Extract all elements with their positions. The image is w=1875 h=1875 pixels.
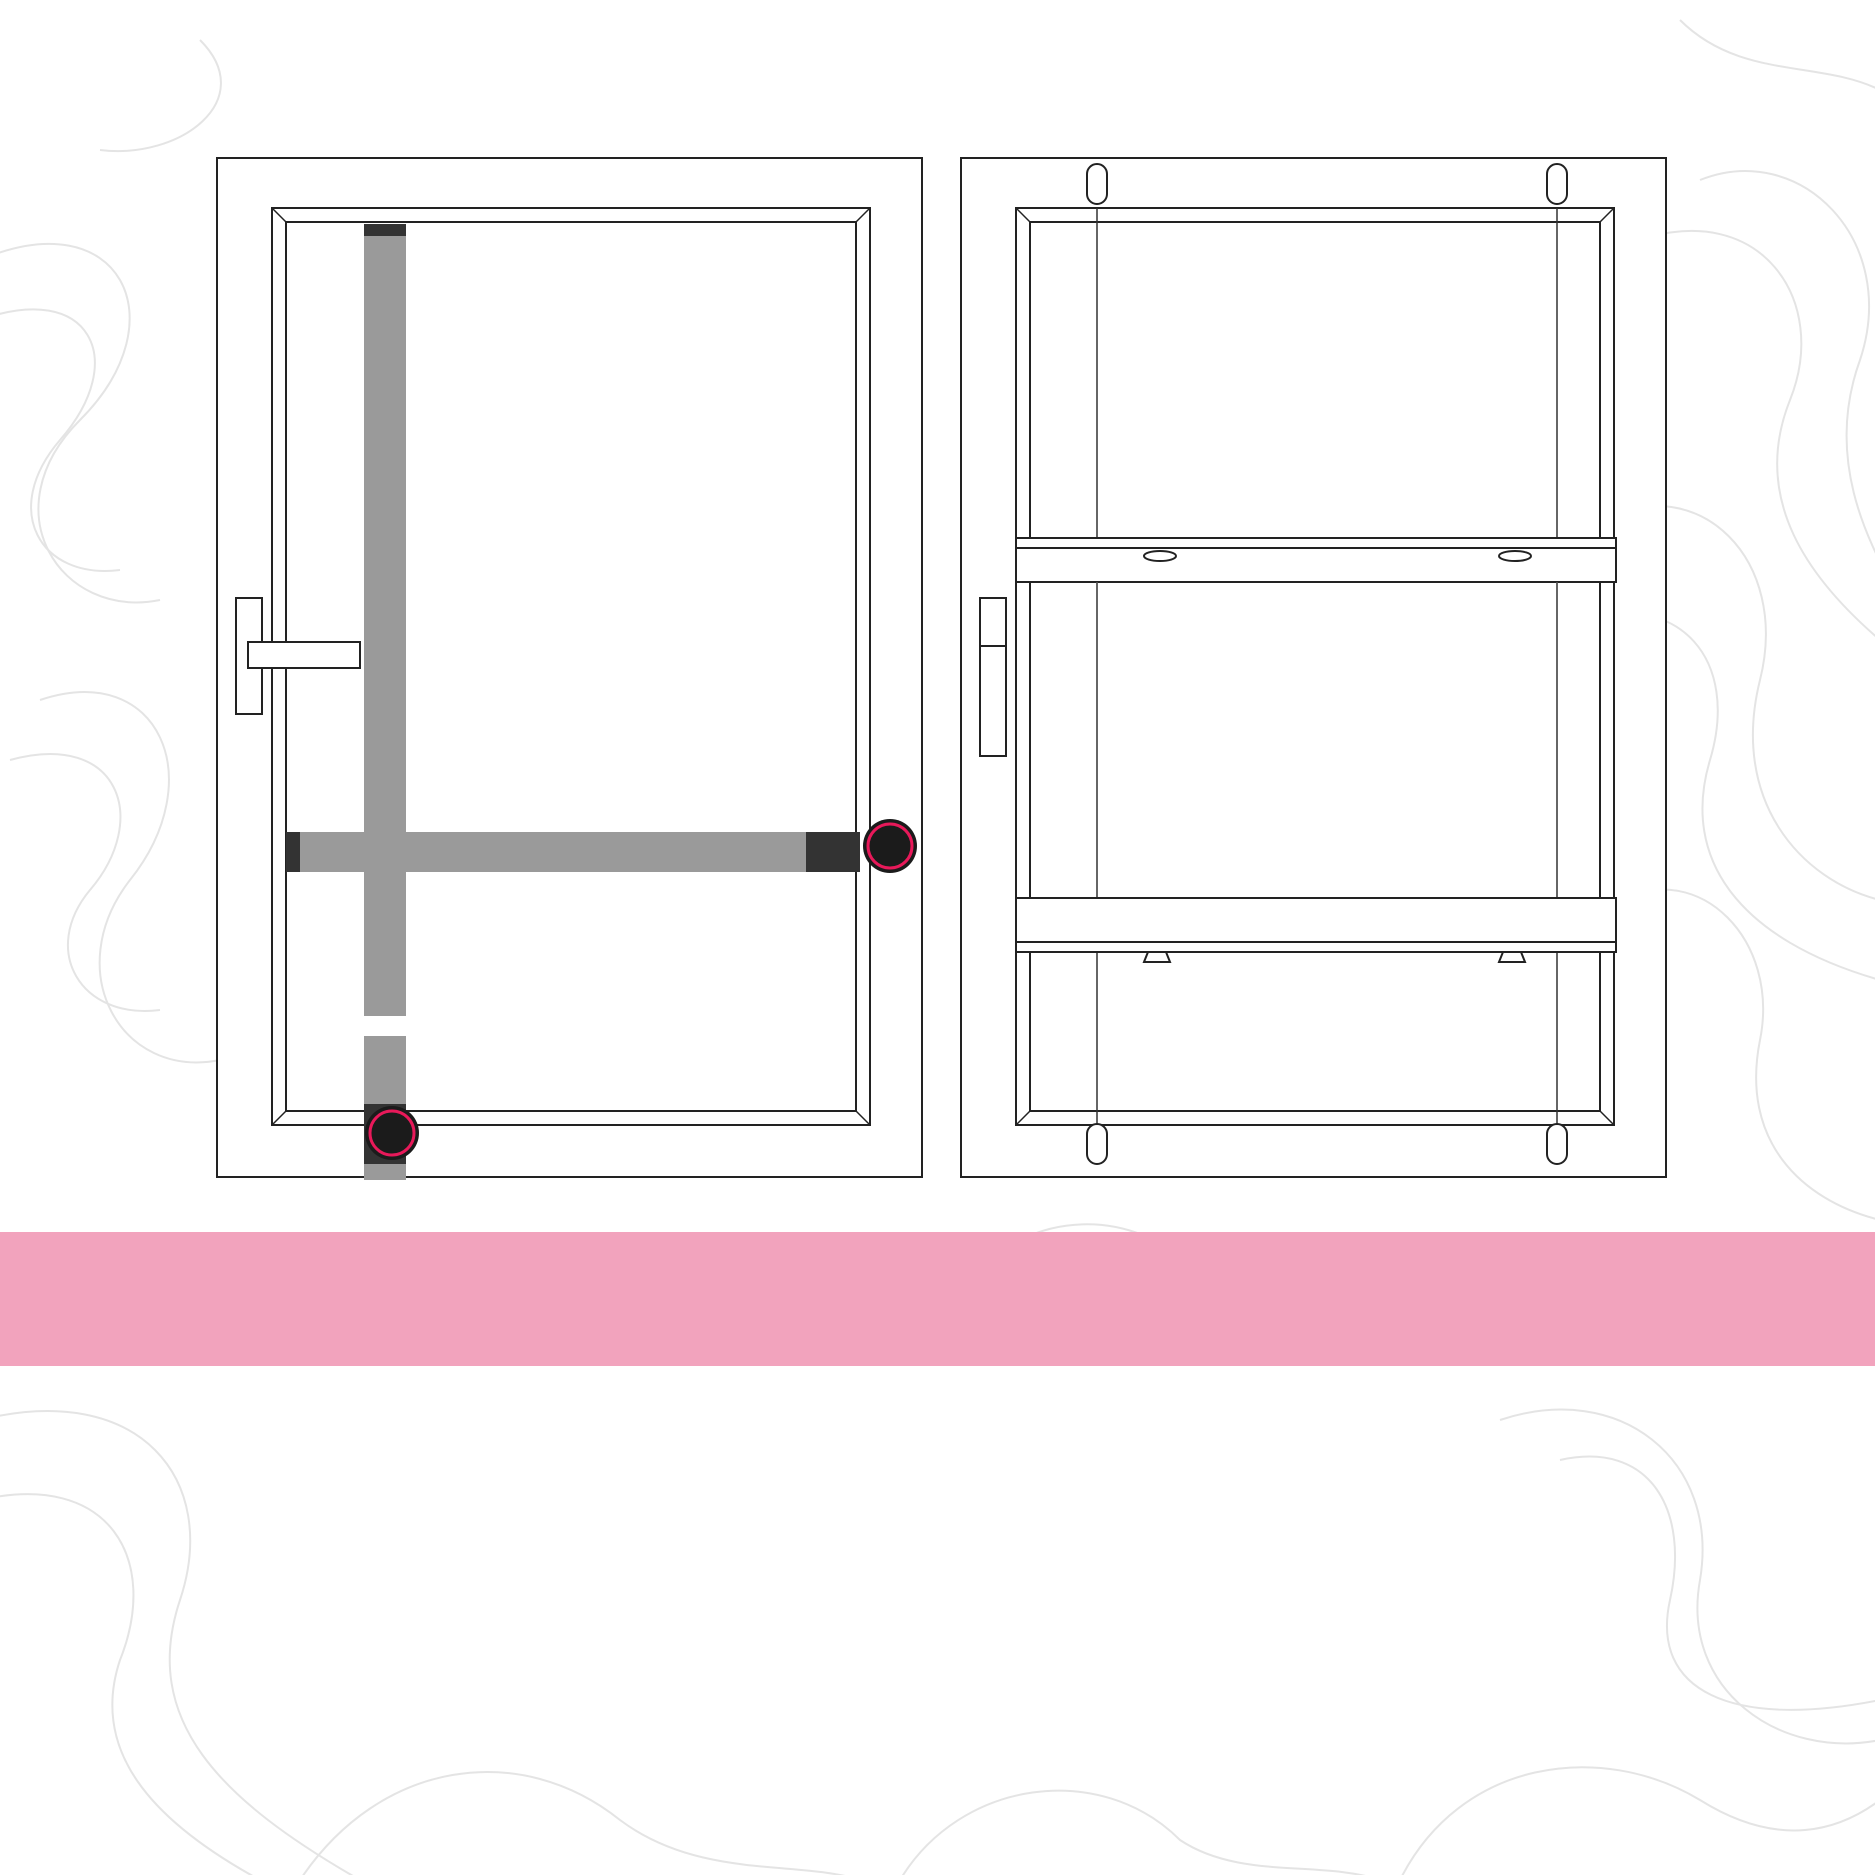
pleated-blind-diagram	[960, 156, 1672, 1180]
measuring-tape-icon	[286, 832, 860, 872]
brand-m-logo-icon	[365, 1106, 419, 1160]
window-handle-icon	[980, 598, 1006, 756]
measuring-tape-icon	[364, 224, 406, 1180]
notice-band	[0, 1232, 1875, 1366]
window-measure-diagram	[216, 156, 932, 1180]
brand-m-logo-icon	[863, 819, 917, 873]
